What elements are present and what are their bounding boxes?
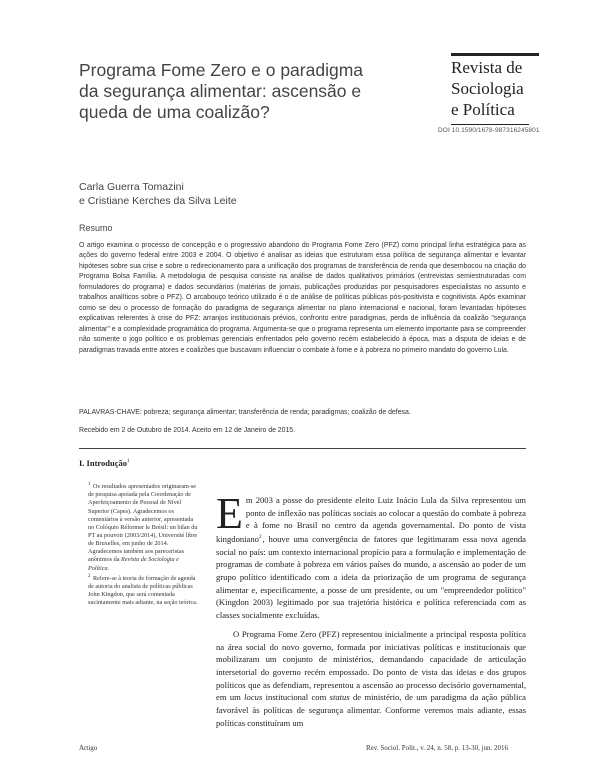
paragraph-2-text-b: institucional com [262,692,330,703]
footnote-italic: Revista de Sociologia e Política [88,556,179,572]
footnote-ref-2[interactable]: 2 [258,535,262,541]
footnote-text: Os resultados apresentados originaram-se de pesquisa apoiada pela Coordenação de Aperfeiçoamento de Pessoal de Nível Superior (Capes). Agradecemos os comentários à versão anterior, apresentada no Colóquio Réformer le Brésil: un bilan du PT au pouvoir (2003/2014), Université libre de Bruxelles, em junho de 2014. Agradecemos também aos pareceristas anônimos da [88,483,198,564]
footer-section-label: Artigo [79,744,98,752]
divider [79,448,526,449]
author-2: e Cristiane Kerches da Silva Leite [79,194,237,207]
paragraph-1-text-a: m 2003 a posse do presidente eleito Luiz Inácio Lula da Silva representou um ponto de inflexão nas políticas sociais ao colocar a questão do combate à pobreza e à fome no Brasil no centro da agenda governamental. Do ponto de vista kingdoniano [216,495,526,544]
footnote-2 [88,573,198,608]
abstract-text: O artigo examina o processo de concepção e o progressivo abandono do Programa Fome Zero (PFZ) como principal linha estratégica para as ações do governo federal entre 2003 e 2004. O objetivo é analisar as ideias que estruturam essa política de segurança alimentar e levantar hipóteses sobre sua crise e sobre o redirecionamento para a unificação dos programas de transferência de renda que desembocou na criação do Programa Bolsa Família. A metodologia de pesquisa consiste na análise de dados qualitativos primários (entrevistas semiestruturadas com formuladores do programa) e dados secundários (matérias de jornais, publicações produzidas por pesquisadores especialistas no assunto e trabalhos analíticos sobre o PFZ). O arcabouço teórico utilizado é o de análise de políticas públicas pós-positivista e cognitivista. Após examinar como se deu o processo de formação do paradigma de segurança alimentar no plano internacional e nacional, foram levantadas hipóteses explicativas referentes à crise do PFZ: arranjos institucionais prévios, confronto entre paradigmas, perda de influência da coalizão "segurança alimentar" e a complexidade programática do programa. Argumenta-se que o programa representa um elemento importante para se compreender não somente o jogo político e os problemas gerenciais enfrentados pelo governo recém estabelecido à época, mas a disputa de ideias e de paradigmas travada entre atores e coalizões que buscavam influenciar o combate à fome e à pobreza no primeiro mandato do governo Lula. [79,242,526,354]
footnote-text: Refere-se à teoria de formação de agenda de autoria do analista de políticas públicas John Kingdon, que será comentada sucintamente mais adiante, na seção teórica. [88,574,198,607]
journal-name-line2: Sociologia [451,79,524,98]
footnote-1 [88,481,198,573]
footnote-text-end: . [107,564,110,572]
paragraph-2-text-a: O Programa Fome Zero (PFZ) representou inicialmente a principal resposta política na área social do novo governo, formada por iniciativas políticas e institucionais que mobilizaram um conjunto de ministérios, demandando capacidade de articulação intersetorial do governo recém empossado. Do ponto de vista das ideias e dos grupos políticos que as defendiam, representou a ascensão ao processo decisório governamental, em um [216,628,526,703]
author-1: Carla Guerra Tomazini [79,181,184,193]
paragraph-2-text-c: de ministério, de um paradigma da ação pública favorável às políticas de segurança alimentar. Conforme veremos mais adiante, essas políticas constituíram um [216,692,526,728]
section-footnote-ref[interactable]: 1 [127,459,130,465]
footnote-number: 2 [88,573,91,579]
body-text [216,489,526,730]
abstract-heading: Resumo [79,223,113,233]
authors [79,181,237,208]
journal-name [451,57,561,120]
paragraph-2-italic-2: status [329,692,350,703]
paragraph-1-text-b: , houve uma convergência de fatores que legitimaram essa nova agenda social no país: um contexto internacional propício para a formulação e implementação de programas de combate à pobreza em vários países do mundo, a ascensão ao poder de um grupo político identificado com a ideia da priorização de um programa de segurança alimentar e, especificamente, a posse de um presidente, ou um "empreendedor político" (Kingdon 2003) legitimado por sua trajetória histórica e política referenciada com as classes socialmente excluídas. [216,533,526,621]
journal-underline [451,124,529,125]
journal-name-line3: e Política [451,100,515,119]
drop-cap: E [216,489,243,538]
paragraph-1 [216,489,526,622]
doi[interactable]: DOI 10.1590/1678-987316245801 [438,127,540,134]
received-date: Recebido em 2 de Outubro de 2014. Aceito em 12 de Janeiro de 2015. [79,427,296,434]
journal-name-line1: Revista de [451,58,523,77]
paragraph-2 [216,628,526,730]
section-heading-text: I. Introdução [79,458,128,468]
paragraph-2-italic-1: locus [244,692,263,703]
keywords: PALAVRAS-CHAVE: pobreza; segurança alimentar; transferência de renda; paradigmas; coalizão de defesa. [79,409,411,416]
journal-bar [451,53,539,56]
footnotes [88,481,198,607]
section-heading [79,458,130,468]
footnote-number: 1 [88,482,91,487]
footer-citation: Rev. Sociol. Polit., v. 24, n. 58, p. 13-30, jun. 2016 [366,744,509,752]
article-title: Programa Fome Zero e o paradigma da segurança alimentar: ascensão e queda de uma coalizão? [79,60,364,122]
